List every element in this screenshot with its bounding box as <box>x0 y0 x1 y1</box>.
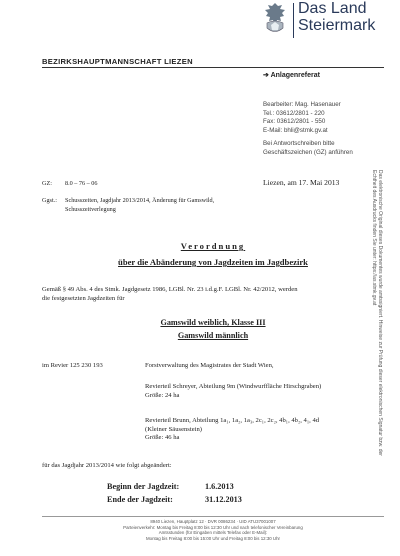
intro-line-1: Gemäß § 49 Abs. 4 des Stmk. Jagdgesetz 1986, LGBl. Nr. 23 i.d.g.F. LGBl. Nr. 42/2012, werden <box>42 286 298 293</box>
contact-block <box>263 101 353 158</box>
gz-label: GZ: <box>42 180 52 187</box>
part1-size: Größe: 24 ha <box>145 391 180 399</box>
footer-line-2: Parteienverkehr: Montag bis Freitag 8:00 bis 12:30 Uhr und nach telefonischer Vereinbarung <box>123 524 303 530</box>
part1-line: Revierteil Schreyer, Abteilung 9m (Windwurffläche Hirschgraben) <box>145 383 322 390</box>
brand-divider <box>293 3 294 38</box>
end-label: Ende der Jagdzeit: <box>107 495 173 504</box>
revier-part-2 <box>145 417 319 443</box>
contact-note-2: Geschäftszeichen (GZ) anführen <box>263 148 353 156</box>
species-line-2: Gamswild männlich <box>177 331 249 340</box>
end-value: 31.12.2013 <box>205 495 242 504</box>
start-value: 1.6.2013 <box>205 482 234 491</box>
footer-line-1: 8940 Liezen, Hauptplatz 12 · DVR 0086234 · UID ATU37001007 <box>150 519 276 524</box>
part2-size: Größe: 46 ha <box>145 434 180 442</box>
coat-of-arms-icon <box>262 2 288 36</box>
contact-officer: Bearbeiter: Mag. Hasenauer <box>263 101 341 108</box>
subject-text <box>65 197 214 214</box>
contact-tel: Tel.: 03612/2801 - 220 <box>263 109 325 117</box>
intro-text <box>42 286 298 303</box>
subject-label: Ggst.: <box>42 197 57 204</box>
brand-line1: Das Land <box>298 0 367 17</box>
signature-side-note: Das elektronische Original dieses Dokumentes wurde amtssigniert. Hinweise zur Prüfung dieser elektronischen Signatur bzw. der Echtheit des Ausdrucks finden Sie unter: https://as.stmk.gv.at <box>371 170 383 456</box>
species-line-1: Gamswild weiblich, Klasse III <box>160 318 266 327</box>
contact-fax: Fax: 03612/2801 - 550 <box>263 118 326 126</box>
document-subtitle: über die Abänderung von Jagdzeiten im Jagdbezirk <box>118 257 308 267</box>
intro-line-2: die festgesetzten Jagdzeiten für <box>42 294 125 302</box>
footer-rule <box>42 516 384 517</box>
arrow-icon: ➔ <box>263 72 269 79</box>
start-label: Beginn der Jagdzeit: <box>107 482 180 491</box>
place-date: Liezen, am 17. Mai 2013 <box>263 178 340 187</box>
department-label <box>263 71 320 79</box>
footer <box>40 519 386 541</box>
document-title: Verordnung <box>180 241 246 251</box>
period-intro: für das Jagdjahr 2013/2014 wie folgt abgeändert: <box>42 462 172 469</box>
brand-line2: Steiermark <box>298 17 376 34</box>
revier-owner: Forstverwaltung des Magistrates der Stadt Wien, <box>145 362 274 369</box>
department-name: Anlagenreferat <box>270 72 320 79</box>
contact-note-1: Bei Antwortschreiben bitte <box>263 140 335 148</box>
part2-location: (Kleiner Säusenstein) <box>145 425 202 433</box>
revier-label: im Revier 125 230 193 <box>42 362 103 369</box>
authority-rule <box>42 67 384 68</box>
revier-part-1 <box>145 383 321 400</box>
gz-value: 8.0 – 76 – 06 <box>65 180 98 187</box>
part2-line: Revierteil Brunn, Abteilung 1a₁, 1a₂, 1a₃, 2c₁, 2c₂, 4b₁, 4b₂, 4₁, 4d <box>145 417 320 424</box>
authority-name: BEZIRKSHAUPTMANNSCHAFT LIEZEN <box>42 57 193 66</box>
contact-email[interactable]: E-Mail: bhli@stmk.gv.at <box>263 126 328 134</box>
subject-line-2: Schusszeitverlegung <box>65 205 116 213</box>
footer-line-4: Montag bis Freitag 8:00 bis 15:00 Uhr und Freitag 8:00 bis 12:30 Uhr <box>146 535 280 541</box>
subject-line-1: Schusszeiten, Jagdjahr 2013/2014, Änderung für Gamswild, <box>65 197 215 204</box>
footer-line-3: Amtsstunden (für Eingaben mittels Telefax oder E-Mail): <box>158 530 268 536</box>
